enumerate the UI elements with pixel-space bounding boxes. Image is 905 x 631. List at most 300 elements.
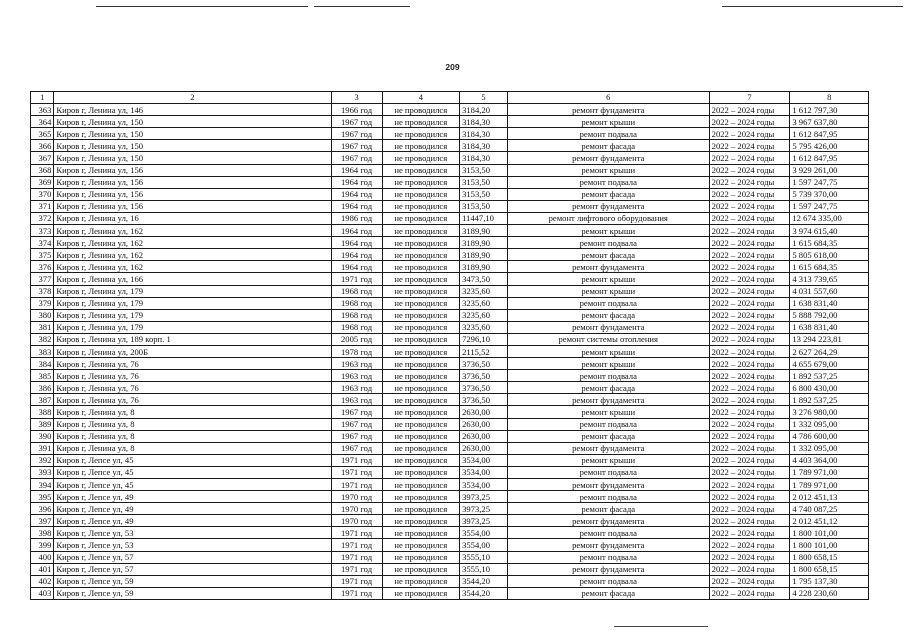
- cell-work-type: ремонт фасада: [507, 382, 709, 394]
- cell-cost: 4 228 230,60: [790, 587, 869, 599]
- cell-address: Киров г, Ленина ул, 162: [54, 225, 331, 237]
- cell-area: 3153,50: [460, 164, 508, 176]
- cell-work-type: ремонт крыши: [507, 225, 709, 237]
- table-row: [31, 176, 869, 188]
- cell-cost: 1 597 247,75: [790, 200, 869, 212]
- cell-address: Киров г, Ленина ул, 76: [54, 358, 331, 370]
- cell-work-type: ремонт крыши: [507, 345, 709, 357]
- cell-work-type: ремонт подвала: [507, 128, 709, 140]
- cell-year-built: 1970 год: [331, 503, 382, 515]
- cell-number: 382: [31, 333, 54, 345]
- cell-year-built: 1986 год: [331, 212, 382, 224]
- cell-area: 3184,30: [460, 140, 508, 152]
- cell-work-type: ремонт системы отопления: [507, 333, 709, 345]
- cell-year-built: 1970 год: [331, 491, 382, 503]
- cell-year-built: 1964 год: [331, 164, 382, 176]
- cell-cost: 1 892 537,25: [790, 370, 869, 382]
- cell-number: 378: [31, 285, 54, 297]
- cell-area: 2630,00: [460, 442, 508, 454]
- cell-work-type: ремонт фундамента: [507, 152, 709, 164]
- cell-cost: 1 789 971,00: [790, 479, 869, 491]
- col-header-period: 7: [709, 92, 790, 104]
- cell-work-type: ремонт фасада: [507, 249, 709, 261]
- cell-cost: 1 800 101,00: [790, 539, 869, 551]
- cell-number: 364: [31, 116, 54, 128]
- cell-area: 3153,50: [460, 200, 508, 212]
- cell-year-built: 1971 год: [331, 273, 382, 285]
- cell-period: 2022 – 2024 годы: [709, 321, 790, 333]
- cell-address: Киров г, Ленина ул, 179: [54, 309, 331, 321]
- cell-year-built: 1963 год: [331, 382, 382, 394]
- table-row: [31, 466, 869, 478]
- cell-cost: 1 615 684,35: [790, 237, 869, 249]
- table-row: [31, 164, 869, 176]
- cell-number: 395: [31, 491, 54, 503]
- cell-area: 3189,90: [460, 249, 508, 261]
- cell-period: 2022 – 2024 годы: [709, 527, 790, 539]
- cell-last-repair: не проводился: [382, 128, 460, 140]
- table-row: [31, 285, 869, 297]
- table-row: [31, 225, 869, 237]
- cell-work-type: ремонт подвала: [507, 491, 709, 503]
- cell-period: 2022 – 2024 годы: [709, 176, 790, 188]
- cell-number: 394: [31, 479, 54, 491]
- cell-period: 2022 – 2024 годы: [709, 587, 790, 599]
- cell-last-repair: не проводился: [382, 418, 460, 430]
- cell-year-built: 1971 год: [331, 527, 382, 539]
- cell-area: 3184,30: [460, 116, 508, 128]
- cell-number: 387: [31, 394, 54, 406]
- cell-cost: 1 332 095,00: [790, 418, 869, 430]
- cell-area: 3153,50: [460, 188, 508, 200]
- cell-area: 2630,00: [460, 430, 508, 442]
- table-row: [31, 333, 869, 345]
- cell-area: 3189,90: [460, 237, 508, 249]
- cell-work-type: ремонт фасада: [507, 503, 709, 515]
- cell-last-repair: не проводился: [382, 104, 460, 116]
- cell-period: 2022 – 2024 годы: [709, 418, 790, 430]
- cell-work-type: ремонт подвала: [507, 527, 709, 539]
- cell-year-built: 1964 год: [331, 200, 382, 212]
- cell-period: 2022 – 2024 годы: [709, 491, 790, 503]
- cell-number: 396: [31, 503, 54, 515]
- cell-address: Киров г, Лепсе ул, 53: [54, 527, 331, 539]
- cell-number: 368: [31, 164, 54, 176]
- cell-area: 2630,00: [460, 418, 508, 430]
- cell-year-built: 1967 год: [331, 418, 382, 430]
- cell-year-built: 1964 год: [331, 237, 382, 249]
- table-row: [31, 442, 869, 454]
- table-row: [31, 382, 869, 394]
- cell-address: Киров г, Лепсе ул, 45: [54, 466, 331, 478]
- table-row: [31, 104, 869, 116]
- cell-year-built: 1967 год: [331, 442, 382, 454]
- col-header-last-repair: 4: [382, 92, 460, 104]
- cell-last-repair: не проводился: [382, 370, 460, 382]
- col-header-year-built: 3: [331, 92, 382, 104]
- cell-year-built: 1967 год: [331, 406, 382, 418]
- cell-year-built: 1971 год: [331, 539, 382, 551]
- cell-period: 2022 – 2024 годы: [709, 297, 790, 309]
- table-row: [31, 261, 869, 273]
- cell-year-built: 1968 год: [331, 285, 382, 297]
- cell-number: 385: [31, 370, 54, 382]
- cell-cost: 4 313 739,65: [790, 273, 869, 285]
- cell-area: 2115,52: [460, 345, 508, 357]
- cell-area: 3555,10: [460, 551, 508, 563]
- cell-last-repair: не проводился: [382, 551, 460, 563]
- cell-area: 3736,50: [460, 382, 508, 394]
- table-row: [31, 551, 869, 563]
- cell-address: Киров г, Ленина ул, 162: [54, 249, 331, 261]
- cell-address: Киров г, Лепсе ул, 49: [54, 515, 331, 527]
- table-row: [31, 345, 869, 357]
- cell-year-built: 1971 год: [331, 479, 382, 491]
- cell-area: 3554,00: [460, 539, 508, 551]
- cell-address: Киров г, Ленина ул, 146: [54, 104, 331, 116]
- cell-address: Киров г, Лепсе ул, 53: [54, 539, 331, 551]
- cell-last-repair: не проводился: [382, 176, 460, 188]
- cell-year-built: 1967 год: [331, 116, 382, 128]
- cell-last-repair: не проводился: [382, 116, 460, 128]
- cell-last-repair: не проводился: [382, 382, 460, 394]
- cell-last-repair: не проводился: [382, 261, 460, 273]
- cell-period: 2022 – 2024 годы: [709, 128, 790, 140]
- cell-area: 3973,25: [460, 491, 508, 503]
- cell-area: 3153,50: [460, 176, 508, 188]
- cell-address: Киров г, Ленина ул, 166: [54, 273, 331, 285]
- cell-number: 389: [31, 418, 54, 430]
- cell-work-type: ремонт крыши: [507, 164, 709, 176]
- cell-period: 2022 – 2024 годы: [709, 539, 790, 551]
- cell-number: 374: [31, 237, 54, 249]
- cell-work-type: ремонт фундамента: [507, 394, 709, 406]
- col-header-area: 5: [460, 92, 508, 104]
- table-row: [31, 539, 869, 551]
- table-row: [31, 527, 869, 539]
- cell-area: 3184,30: [460, 128, 508, 140]
- cell-last-repair: не проводился: [382, 442, 460, 454]
- cell-work-type: ремонт фундамента: [507, 563, 709, 575]
- cell-period: 2022 – 2024 годы: [709, 225, 790, 237]
- cell-work-type: ремонт подвала: [507, 575, 709, 587]
- cell-period: 2022 – 2024 годы: [709, 261, 790, 273]
- cell-period: 2022 – 2024 годы: [709, 116, 790, 128]
- register-table: [30, 91, 869, 600]
- cell-number: 380: [31, 309, 54, 321]
- cell-work-type: ремонт фасада: [507, 430, 709, 442]
- cell-area: 3184,20: [460, 104, 508, 116]
- cell-period: 2022 – 2024 годы: [709, 575, 790, 587]
- cell-work-type: ремонт фасада: [507, 587, 709, 599]
- cell-cost: 1 612 847,95: [790, 152, 869, 164]
- header-row: [31, 92, 869, 104]
- cell-address: Киров г, Ленина ул, 179: [54, 297, 331, 309]
- cell-period: 2022 – 2024 годы: [709, 212, 790, 224]
- cell-area: 3736,50: [460, 358, 508, 370]
- cell-year-built: 1967 год: [331, 140, 382, 152]
- cell-period: 2022 – 2024 годы: [709, 430, 790, 442]
- table-row: [31, 515, 869, 527]
- cell-year-built: 2005 год: [331, 333, 382, 345]
- top-rule-left: [96, 6, 308, 7]
- cell-period: 2022 – 2024 годы: [709, 249, 790, 261]
- cell-year-built: 1971 год: [331, 575, 382, 587]
- cell-number: 392: [31, 454, 54, 466]
- cell-area: 11447,10: [460, 212, 508, 224]
- cell-year-built: 1968 год: [331, 297, 382, 309]
- cell-address: Киров г, Ленина ул, 150: [54, 152, 331, 164]
- cell-address: Киров г, Лепсе ул, 59: [54, 587, 331, 599]
- table-row: [31, 587, 869, 599]
- cell-year-built: 1978 год: [331, 345, 382, 357]
- cell-number: 373: [31, 225, 54, 237]
- cell-last-repair: не проводился: [382, 539, 460, 551]
- cell-last-repair: не проводился: [382, 430, 460, 442]
- cell-area: 3189,90: [460, 225, 508, 237]
- cell-work-type: ремонт фундамента: [507, 442, 709, 454]
- cell-year-built: 1966 год: [331, 104, 382, 116]
- cell-number: 398: [31, 527, 54, 539]
- cell-address: Киров г, Ленина ул, 150: [54, 128, 331, 140]
- cell-cost: 4 403 364,00: [790, 454, 869, 466]
- cell-area: 3544,20: [460, 575, 508, 587]
- cell-last-repair: не проводился: [382, 188, 460, 200]
- cell-year-built: 1963 год: [331, 370, 382, 382]
- cell-year-built: 1964 год: [331, 225, 382, 237]
- cell-work-type: ремонт фасада: [507, 140, 709, 152]
- cell-number: 369: [31, 176, 54, 188]
- table-row: [31, 321, 869, 333]
- cell-last-repair: не проводился: [382, 406, 460, 418]
- cell-cost: 1 800 101,00: [790, 527, 869, 539]
- cell-last-repair: не проводился: [382, 454, 460, 466]
- cell-number: 363: [31, 104, 54, 116]
- cell-work-type: ремонт крыши: [507, 116, 709, 128]
- cell-work-type: ремонт подвала: [507, 551, 709, 563]
- cell-address: Киров г, Лепсе ул, 45: [54, 454, 331, 466]
- cell-year-built: 1967 год: [331, 128, 382, 140]
- cell-work-type: ремонт подвала: [507, 418, 709, 430]
- cell-cost: 1 892 537,25: [790, 394, 869, 406]
- cell-period: 2022 – 2024 годы: [709, 454, 790, 466]
- col-header-work-type: 6: [507, 92, 709, 104]
- cell-work-type: ремонт фасада: [507, 309, 709, 321]
- cell-last-repair: не проводился: [382, 575, 460, 587]
- cell-period: 2022 – 2024 годы: [709, 515, 790, 527]
- col-header-address: 2: [54, 92, 331, 104]
- cell-cost: 1 789 971,00: [790, 466, 869, 478]
- cell-cost: 2 627 264,29: [790, 345, 869, 357]
- cell-work-type: ремонт подвала: [507, 237, 709, 249]
- cell-number: 375: [31, 249, 54, 261]
- cell-area: 3235,60: [460, 285, 508, 297]
- cell-cost: 5 805 618,00: [790, 249, 869, 261]
- cell-last-repair: не проводился: [382, 503, 460, 515]
- cell-year-built: 1967 год: [331, 152, 382, 164]
- cell-address: Киров г, Ленина ул, 162: [54, 261, 331, 273]
- table-row: [31, 575, 869, 587]
- cell-work-type: ремонт фундамента: [507, 104, 709, 116]
- cell-year-built: 1967 год: [331, 430, 382, 442]
- table-row: [31, 394, 869, 406]
- cell-cost: 5 795 426,00: [790, 140, 869, 152]
- cell-last-repair: не проводился: [382, 491, 460, 503]
- cell-period: 2022 – 2024 годы: [709, 333, 790, 345]
- cell-number: 401: [31, 563, 54, 575]
- cell-cost: 1 597 247,75: [790, 176, 869, 188]
- cell-address: Киров г, Ленина ул, 76: [54, 370, 331, 382]
- cell-period: 2022 – 2024 годы: [709, 152, 790, 164]
- cell-last-repair: не проводился: [382, 200, 460, 212]
- cell-number: 377: [31, 273, 54, 285]
- cell-address: Киров г, Лепсе ул, 59: [54, 575, 331, 587]
- cell-area: 3973,25: [460, 515, 508, 527]
- cell-work-type: ремонт фундамента: [507, 479, 709, 491]
- cell-cost: 12 674 335,00: [790, 212, 869, 224]
- cell-last-repair: не проводился: [382, 466, 460, 478]
- cell-year-built: 1964 год: [331, 176, 382, 188]
- table-row: [31, 479, 869, 491]
- cell-work-type: ремонт фундамента: [507, 321, 709, 333]
- cell-period: 2022 – 2024 годы: [709, 140, 790, 152]
- cell-area: 3235,60: [460, 321, 508, 333]
- cell-number: 397: [31, 515, 54, 527]
- cell-cost: 1 615 684,35: [790, 261, 869, 273]
- cell-work-type: ремонт фундамента: [507, 200, 709, 212]
- cell-area: 3736,50: [460, 370, 508, 382]
- cell-work-type: ремонт подвала: [507, 176, 709, 188]
- cell-number: 381: [31, 321, 54, 333]
- cell-last-repair: не проводился: [382, 285, 460, 297]
- cell-address: Киров г, Ленина ул, 16: [54, 212, 331, 224]
- cell-year-built: 1964 год: [331, 249, 382, 261]
- cell-address: Киров г, Ленина ул, 150: [54, 140, 331, 152]
- cell-last-repair: не проводился: [382, 249, 460, 261]
- cell-last-repair: не проводился: [382, 237, 460, 249]
- cell-last-repair: не проводился: [382, 140, 460, 152]
- cell-address: Киров г, Лепсе ул, 57: [54, 563, 331, 575]
- top-rule-right: [722, 6, 903, 7]
- cell-area: 3534,00: [460, 479, 508, 491]
- cell-period: 2022 – 2024 годы: [709, 188, 790, 200]
- cell-address: Киров г, Ленина ул, 179: [54, 321, 331, 333]
- cell-work-type: ремонт крыши: [507, 273, 709, 285]
- cell-last-repair: не проводился: [382, 394, 460, 406]
- cell-number: 366: [31, 140, 54, 152]
- cell-number: 384: [31, 358, 54, 370]
- col-header-cost: 8: [790, 92, 869, 104]
- cell-number: 399: [31, 539, 54, 551]
- table-row: [31, 418, 869, 430]
- cell-work-type: ремонт крыши: [507, 406, 709, 418]
- cell-last-repair: не проводился: [382, 527, 460, 539]
- cell-period: 2022 – 2024 годы: [709, 551, 790, 563]
- cell-work-type: ремонт фундамента: [507, 539, 709, 551]
- cell-address: Киров г, Ленина ул, 200Б: [54, 345, 331, 357]
- cell-number: 393: [31, 466, 54, 478]
- cell-cost: 4 031 557,60: [790, 285, 869, 297]
- table-row: [31, 370, 869, 382]
- cell-period: 2022 – 2024 годы: [709, 370, 790, 382]
- cell-period: 2022 – 2024 годы: [709, 164, 790, 176]
- cell-year-built: 1971 год: [331, 551, 382, 563]
- cell-area: 3736,50: [460, 394, 508, 406]
- cell-year-built: 1964 год: [331, 261, 382, 273]
- cell-cost: 1 638 831,40: [790, 321, 869, 333]
- table-row: [31, 297, 869, 309]
- table-row: [31, 152, 869, 164]
- cell-address: Киров г, Ленина ул, 179: [54, 285, 331, 297]
- table-row: [31, 237, 869, 249]
- cell-area: 3184,30: [460, 152, 508, 164]
- cell-area: 3534,00: [460, 466, 508, 478]
- cell-period: 2022 – 2024 годы: [709, 358, 790, 370]
- cell-address: Киров г, Ленина ул, 8: [54, 418, 331, 430]
- cell-area: 3973,25: [460, 503, 508, 515]
- cell-period: 2022 – 2024 годы: [709, 285, 790, 297]
- cell-period: 2022 – 2024 годы: [709, 466, 790, 478]
- cell-cost: 3 276 980,00: [790, 406, 869, 418]
- table-row: [31, 249, 869, 261]
- cell-period: 2022 – 2024 годы: [709, 200, 790, 212]
- cell-cost: 4 786 600,00: [790, 430, 869, 442]
- cell-work-type: ремонт лифтового оборудования: [507, 212, 709, 224]
- cell-address: Киров г, Ленина ул, 156: [54, 200, 331, 212]
- page-number: 209: [445, 62, 460, 72]
- cell-cost: 1 800 658,15: [790, 551, 869, 563]
- cell-work-type: ремонт подвала: [507, 370, 709, 382]
- table-row: [31, 128, 869, 140]
- cell-work-type: ремонт крыши: [507, 285, 709, 297]
- cell-address: Киров г, Ленина ул, 189 корп. 1: [54, 333, 331, 345]
- cell-address: Киров г, Ленина ул, 8: [54, 430, 331, 442]
- table-row: [31, 200, 869, 212]
- cell-address: Киров г, Ленина ул, 156: [54, 176, 331, 188]
- cell-number: 391: [31, 442, 54, 454]
- cell-work-type: ремонт фасада: [507, 188, 709, 200]
- cell-year-built: 1964 год: [331, 188, 382, 200]
- cell-address: Киров г, Лепсе ул, 49: [54, 491, 331, 503]
- cell-cost: 1 612 847,95: [790, 128, 869, 140]
- cell-last-repair: не проводился: [382, 273, 460, 285]
- cell-number: 365: [31, 128, 54, 140]
- cell-last-repair: не проводился: [382, 345, 460, 357]
- cell-last-repair: не проводился: [382, 333, 460, 345]
- cell-cost: 2 012 451,12: [790, 515, 869, 527]
- cell-last-repair: не проводился: [382, 297, 460, 309]
- cell-last-repair: не проводился: [382, 309, 460, 321]
- cell-cost: 5 739 370,00: [790, 188, 869, 200]
- cell-period: 2022 – 2024 годы: [709, 563, 790, 575]
- cell-last-repair: не проводился: [382, 587, 460, 599]
- cell-cost: 3 967 637,80: [790, 116, 869, 128]
- cell-cost: 2 012 451,13: [790, 491, 869, 503]
- cell-area: 3189,90: [460, 261, 508, 273]
- table-row: [31, 116, 869, 128]
- cell-number: 402: [31, 575, 54, 587]
- cell-last-repair: не проводился: [382, 164, 460, 176]
- cell-cost: 6 800 430,00: [790, 382, 869, 394]
- table-row: [31, 563, 869, 575]
- cell-number: 376: [31, 261, 54, 273]
- table-row: [31, 140, 869, 152]
- cell-number: 371: [31, 200, 54, 212]
- table-row: [31, 430, 869, 442]
- cell-period: 2022 – 2024 годы: [709, 442, 790, 454]
- cell-work-type: ремонт подвала: [507, 466, 709, 478]
- cell-cost: 1 612 797,30: [790, 104, 869, 116]
